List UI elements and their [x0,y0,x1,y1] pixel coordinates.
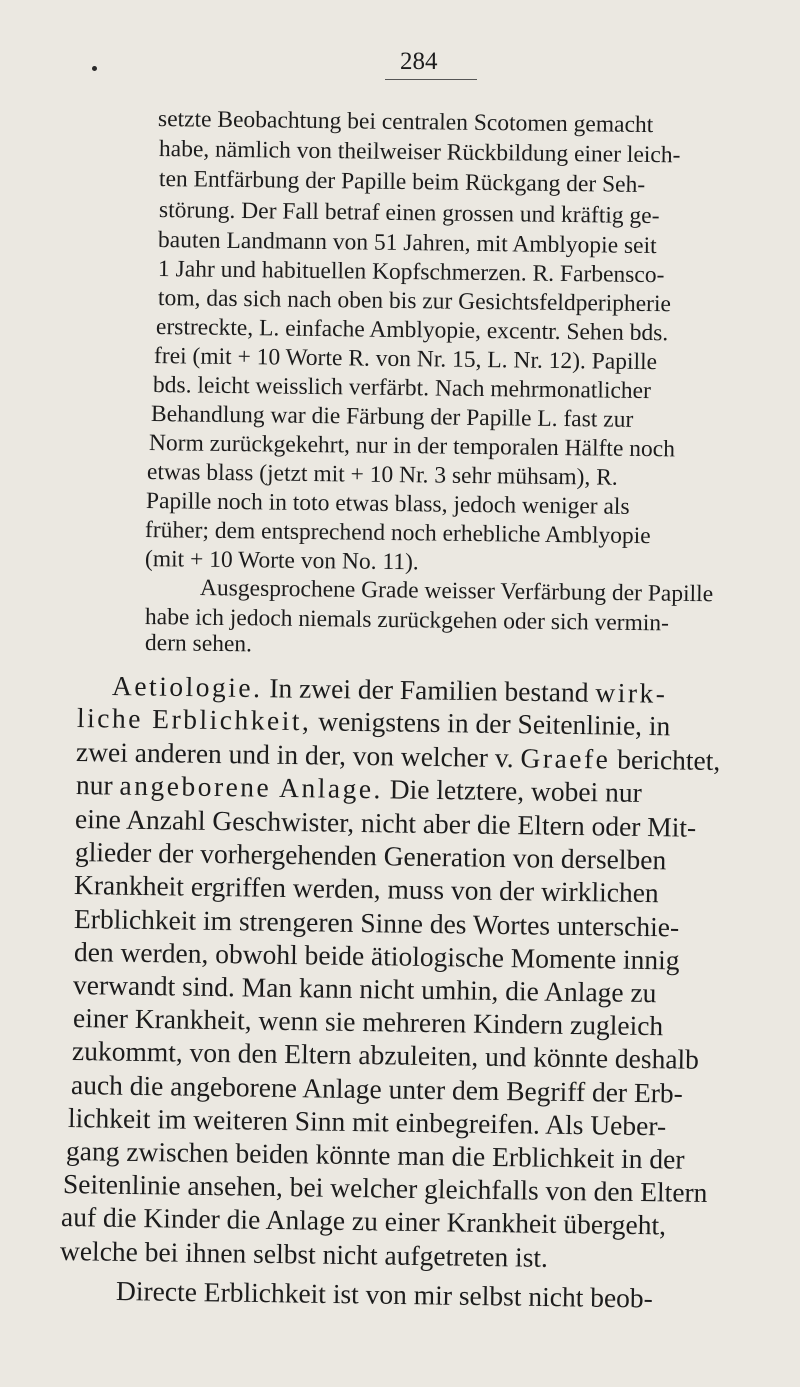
text-line: Seitenlinie ansehen, bei welcher gleichfalls von den Eltern [62,1168,708,1208]
text-line: tom, das sich nach oben bis zur Gesichtsfeldperipherie [157,285,672,318]
text-line: welche bei ihnen selbst nicht aufgetreten ist. [59,1235,549,1273]
text-line: 1 Jahr und habituellen Kopfschmerzen. R. Farbensco- [157,256,665,289]
text-line: dern sehen. [144,630,253,658]
text-line: etwas blass (jetzt mit + 10 Nr. 3 sehr mühsam), R. [146,459,618,491]
text-line [76,769,642,809]
text-line: frei (mit + 10 Worte R. von Nr. 15, L. Nr. 12). Papille [153,343,658,376]
text-line: auf die Kinder die Anlage zu einer Krankheit übergeht, [60,1201,667,1241]
emphasized-text: liche Erblichkeit, [76,702,312,737]
text-segment: berichtet, [617,743,721,776]
text-line: ten Entfärbung der Papille beim Rückgang der Seh- [158,166,646,198]
text-segment: zwei anderen und in der, von welcher v. [75,736,514,774]
text-line: Behandlung war die Färbung der Papille L. fast zur [150,401,634,433]
text-line: den werden, obwohl beide ätiologische Momente innig [73,936,680,976]
text-line: bauten Landmann von 51 Jahren, mit Amblyopie seit [157,227,657,260]
text-line: lichkeit im weiteren Sinn mit einbegreifen. Als Ueber- [67,1102,667,1142]
section-heading: Aetiologie. [111,670,263,704]
text-line: Papille noch in toto etwas blass, jedoch weniger als [145,488,630,520]
text-segment: nur [75,769,113,801]
text-line: Erblichkeit im strengeren Sinne des Wortes unterschie- [73,903,680,943]
text-line: eine Anzahl Geschwister, nicht aber die Eltern oder Mit- [74,803,697,843]
text-segment: Die letztere, wobei nur [389,773,642,808]
emphasized-text: angeborene Anlage. [119,769,384,805]
text-line: erstreckte, L. einfache Amblyopie, excentr. Sehen bds. [155,314,669,347]
text-line: habe ich jedoch niemals zurückgehen oder sich vermin- [144,604,670,637]
text-line: früher; dem entsprechend noch erhebliche Amblyopie [144,517,651,550]
text-line: glieder der vorhergehenden Generation von derselben [74,836,667,876]
text-line: störung. Der Fall betraf einen grossen und kräftig ge- [158,197,660,230]
text-segment: wenigstens in der Seitenlinie, in [318,705,671,742]
text-line: Directe Erblichkeit ist von mir selbst nicht beob- [115,1275,654,1314]
emphasized-name: Graefe [520,742,611,775]
text-line: zukommt, von den Eltern abzuleiten, und könnte deshalb [71,1035,700,1075]
page-number-rule [385,79,477,80]
text-line: einer Krankheit, wenn sie mehreren Kindern zugleich [72,1002,664,1042]
text-line: Krankheit ergriffen werden, muss von der wirklichen [73,869,659,909]
emphasized-text: wirk- [595,676,668,709]
text-line: auch die angeborene Anlage unter dem Begriff der Erb- [70,1069,684,1109]
text-line: (mit + 10 Worte von No. 11). [144,546,419,576]
text-line: Ausgesprochene Grade weisser Verfärbung der Papille [199,575,714,608]
text-line: setzte Beobachtung bei centralen Scotomen gemacht [157,106,654,139]
text-segment: In zwei der Familien bestand [269,672,589,708]
page-number: 284 [400,48,438,75]
print-speck [92,66,97,71]
text-line: verwandt sind. Man kann nicht umhin, die Anlage zu [72,969,657,1009]
text-line: bds. leicht weisslich verfärbt. Nach mehrmonatlicher [152,372,652,405]
text-line: habe, nämlich von theilweiser Rückbildung einer leich- [158,136,681,169]
text-line: Norm zurückgekehrt, nur in der temporalen Hälfte noch [148,430,676,463]
text-line: gang zwischen beiden könnte man die Erblichkeit in der [65,1135,685,1175]
